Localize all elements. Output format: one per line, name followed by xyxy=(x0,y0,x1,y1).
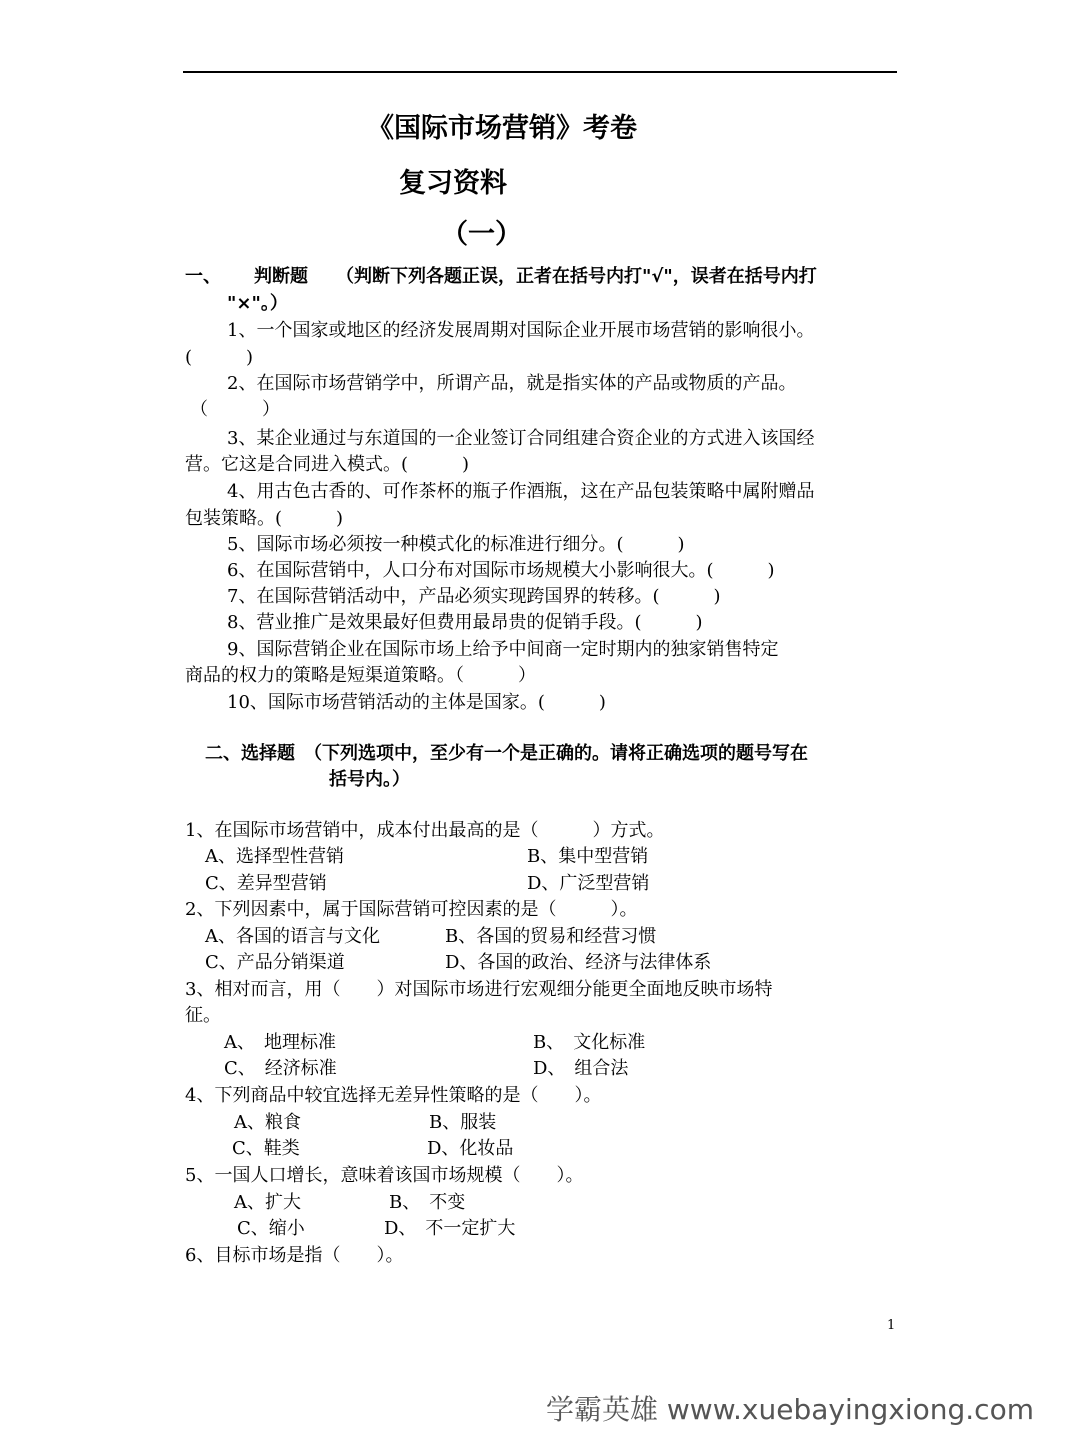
mc-question-3-cont: 征。 xyxy=(185,1005,221,1026)
mc-option: B、服装 xyxy=(429,1112,497,1133)
section2-heading-cont: 括号内。） xyxy=(329,769,410,790)
watermark: 学霸英雄 www.xuebayingxiong.com xyxy=(546,1393,1034,1426)
page-number: 1 xyxy=(887,1318,896,1333)
mc-question-5: 5、一国人口增长，意味着该国市场规模（ ）。 xyxy=(185,1165,584,1186)
tf-question-1: 1、一个国家或地区的经济发展周期对国际企业开展市场营销的影响很小。 xyxy=(227,320,815,341)
tf-question-10: 10、国际市场营销活动的主体是国家。( ) xyxy=(227,692,606,713)
mc-option: B、 不变 xyxy=(389,1192,466,1213)
mc-option: A、 地理标准 xyxy=(224,1032,336,1053)
section1-number: 一、 xyxy=(185,266,221,287)
tf-question-5: 5、国际市场必须按一种模式化的标准进行细分。( ) xyxy=(227,534,685,555)
mc-option: A、粮食 xyxy=(234,1112,301,1133)
tf-question-2: 2、在国际市场营销学中，所谓产品，就是指实体的产品或物质的产品。 xyxy=(227,373,797,394)
mc-option: D、化妆品 xyxy=(427,1138,514,1159)
mc-option: B、集中型营销 xyxy=(527,846,649,867)
mc-option: D、广泛型营销 xyxy=(527,873,650,894)
section2-heading: 二、选择题 （下列选项中，至少有一个是正确的。请将正确选项的题号写在 xyxy=(205,743,808,764)
mc-option: A、选择型性营销 xyxy=(205,846,344,867)
mc-option: C、 经济标准 xyxy=(224,1058,337,1079)
mc-option: C、鞋类 xyxy=(232,1138,300,1159)
mc-question-3: 3、相对而言，用（ ）对国际市场进行宏观细分能更全面地反映市场特 xyxy=(185,979,773,1000)
tf-question-4-cont: 包装策略。( ) xyxy=(185,508,344,529)
section1-title: 判断题 xyxy=(254,266,308,287)
section1-instructions-cont: "×"。） xyxy=(227,293,288,314)
tf-question-4: 4、用古色古香的、可作茶杯的瓶子作酒瓶，这在产品包装策略中属附赠品 xyxy=(227,481,815,502)
answer-blank: ( ) xyxy=(185,347,254,368)
mc-question-2: 2、下列因素中，属于国际营销可控因素的是（ ）。 xyxy=(185,899,638,920)
mc-option: D、 组合法 xyxy=(533,1058,629,1079)
doc-part-number: （一） xyxy=(441,219,522,250)
mc-question-1: 1、在国际市场营销中，成本付出最高的是（ ）方式。 xyxy=(185,820,665,841)
mc-option: B、 文化标准 xyxy=(533,1032,646,1053)
mc-option: C、缩小 xyxy=(237,1218,305,1239)
mc-option: D、各国的政治、经济与法律体系 xyxy=(445,952,712,973)
tf-question-6: 6、在国际营销中，人口分布对国际市场规模大小影响很大。( ) xyxy=(227,560,775,581)
mc-option: C、产品分销渠道 xyxy=(205,952,345,973)
tf-question-9-cont: 商品的权力的策略是短渠道策略。（ ） xyxy=(185,665,536,686)
doc-title: 《国际市场营销》考卷 xyxy=(367,113,637,144)
mc-option: D、 不一定扩大 xyxy=(384,1218,516,1239)
tf-question-9: 9、国际营销企业在国际市场上给予中间商一定时期内的独家销售特定 xyxy=(227,639,779,660)
mc-option: C、差异型营销 xyxy=(205,873,327,894)
tf-question-7: 7、在国际营销活动中，产品必须实现跨国界的转移。( ) xyxy=(227,586,721,607)
tf-question-3: 3、某企业通过与东道国的一企业签订合同组建合资企业的方式进入该国经 xyxy=(227,428,815,449)
answer-blank: （ ） xyxy=(190,399,280,420)
tf-question-8: 8、营业推广是效果最好但费用最昂贵的促销手段。( ) xyxy=(227,612,703,633)
mc-question-4: 4、下列商品中较宜选择无差异性策略的是（ ）。 xyxy=(185,1085,602,1106)
mc-question-6: 6、目标市场是指（ ）。 xyxy=(185,1245,404,1266)
tf-question-3-cont: 营。它这是合同进入模式。( ) xyxy=(185,454,470,475)
section1-instructions: （判断下列各题正误，正者在括号内打"√"，误者在括号内打 xyxy=(336,266,817,287)
mc-option: A、扩大 xyxy=(234,1192,301,1213)
doc-subtitle: 复习资料 xyxy=(399,168,507,199)
mc-option: B、各国的贸易和经营习惯 xyxy=(445,926,657,947)
header-rule xyxy=(183,71,897,73)
mc-option: A、各国的语言与文化 xyxy=(205,926,380,947)
